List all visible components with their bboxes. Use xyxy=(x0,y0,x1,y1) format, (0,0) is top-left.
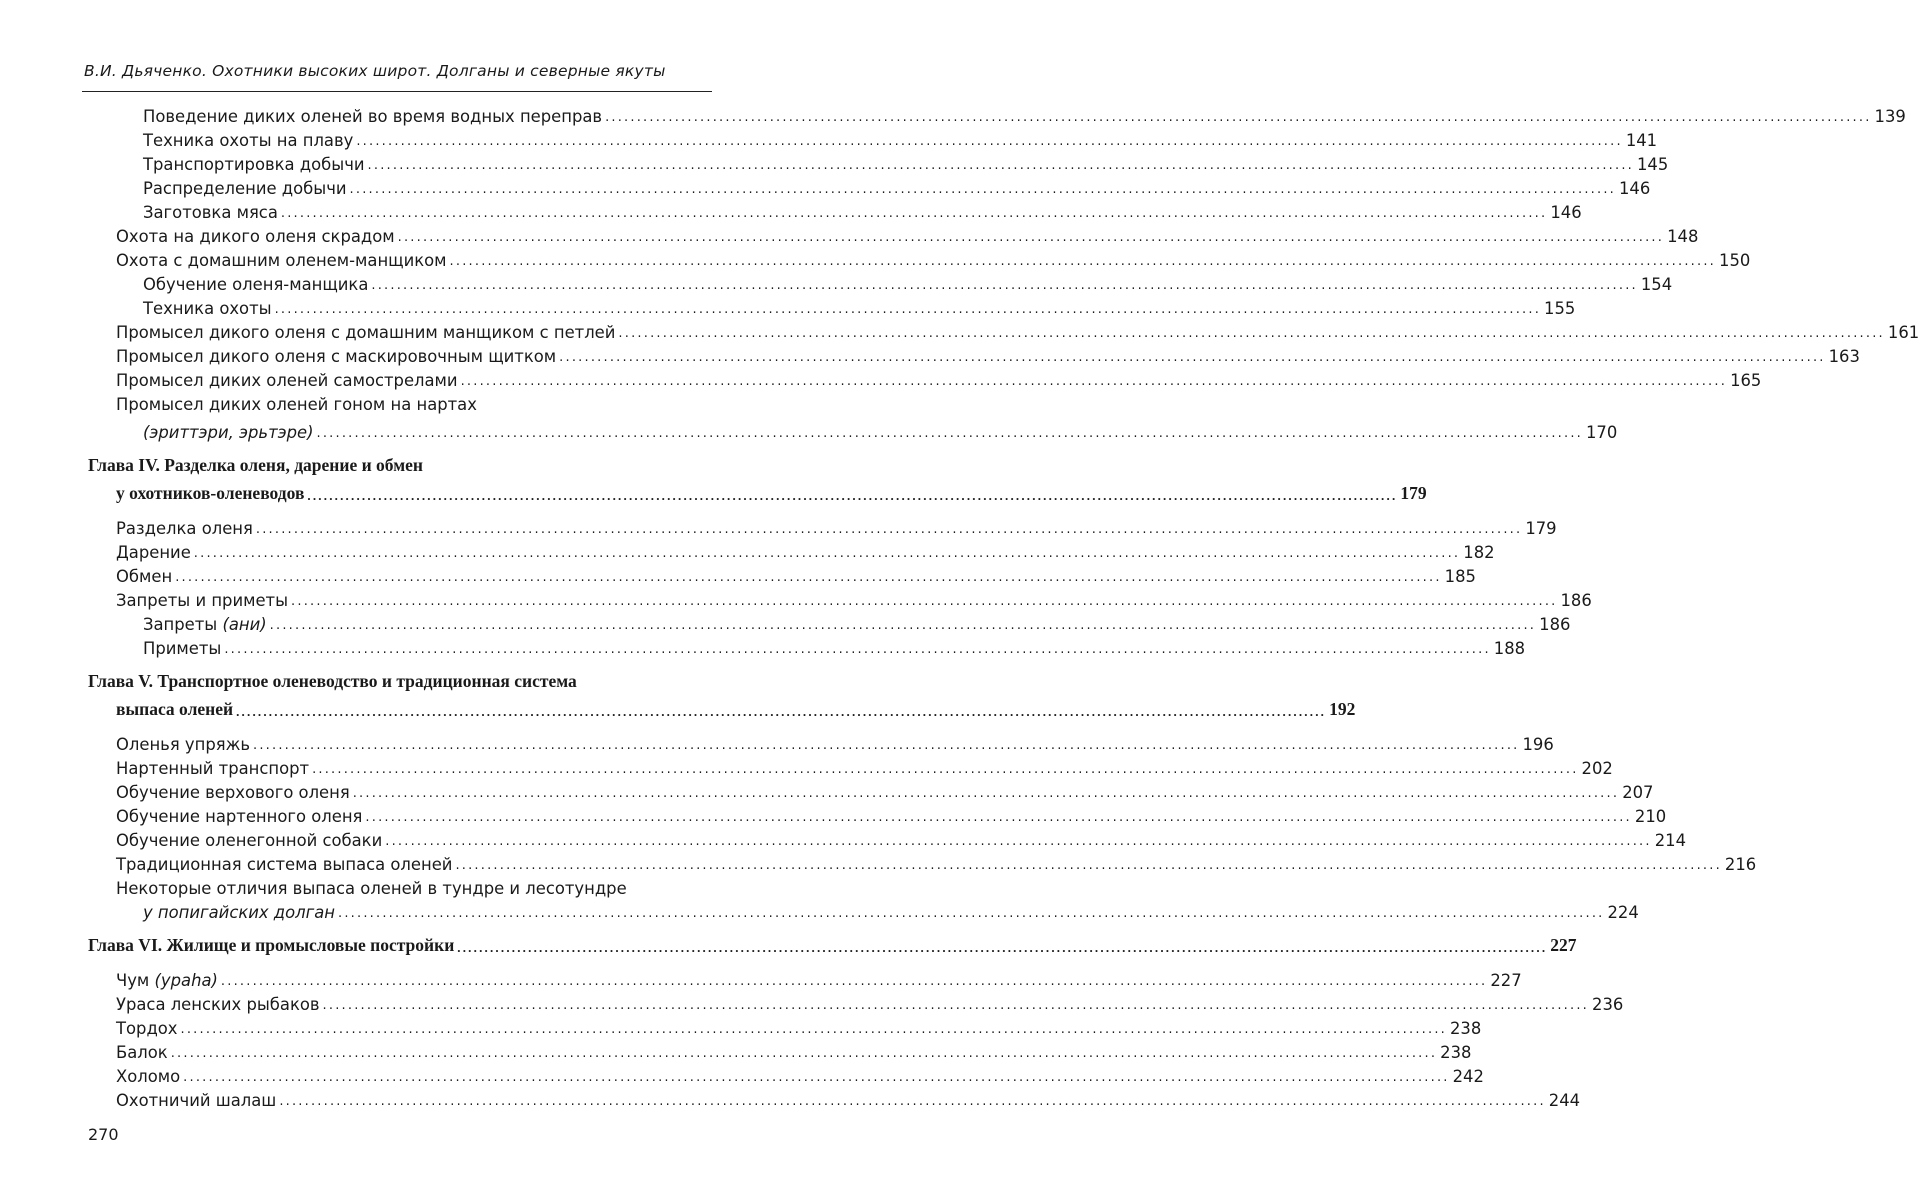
toc-entry xyxy=(88,272,1673,294)
entry-page-number: 170 xyxy=(1585,423,1618,442)
entry-page-number: 227 xyxy=(1550,935,1577,955)
entry-page-number: 185 xyxy=(1444,567,1476,586)
dot-leader: ........................................................................................................................................................................................................ xyxy=(180,1022,1447,1037)
dot-leader: ........................................................................................................................................................................................................ xyxy=(371,278,1638,293)
entry-continuation xyxy=(88,698,1356,720)
entry-page-number: 216 xyxy=(1724,855,1757,874)
toc-entry xyxy=(88,804,1667,826)
entry-page-number: 214 xyxy=(1654,831,1687,850)
dot-leader: ........................................................................................................................................................................................................ xyxy=(605,110,1872,125)
toc-entry xyxy=(88,392,710,414)
page-number: 270 xyxy=(88,1125,119,1144)
toc-entry xyxy=(88,1064,1484,1086)
entry-title: Глава IV. Разделка оленя, дарение и обмен xyxy=(88,455,423,475)
entry-title: Запреты и приметы xyxy=(116,591,289,610)
running-head: В.И. Дьяченко. Охотники высоких широт. Долганы и северные якуты xyxy=(84,62,666,80)
entry-page-number: 165 xyxy=(1730,371,1762,390)
header-rule xyxy=(82,91,712,92)
entry-page-number: 179 xyxy=(1400,483,1427,503)
toc-entry xyxy=(88,828,1687,850)
entry-title: Техника охоты на плаву xyxy=(143,131,354,150)
toc-entry xyxy=(88,368,1762,390)
entry-page-number: 196 xyxy=(1522,735,1554,754)
toc-entry xyxy=(88,540,1495,562)
entry-page-number: 163 xyxy=(1828,347,1860,366)
dot-leader: ........................................................................................................................................................................................................ xyxy=(457,940,1548,955)
toc-entry xyxy=(88,564,1476,586)
entry-title: Распределение добычи xyxy=(143,179,347,198)
entry-title: Охотничий шалаш xyxy=(116,1091,277,1110)
entry-title: Охота на дикого оленя скрадом xyxy=(116,227,395,246)
toc-entry xyxy=(88,876,710,898)
entry-title: Охота с домашним оленем-манщиком xyxy=(116,251,447,270)
entry-title: Некоторые отличия выпаса оленей в тундре и лесотундре xyxy=(116,879,627,898)
entry-title: Промысел дикого оленя с маскировочным щитком xyxy=(116,347,557,366)
toc-entry xyxy=(88,756,1613,778)
toc-entry xyxy=(88,588,1592,610)
entry-title: Транспортировка добычи xyxy=(143,155,365,174)
dot-leader: ........................................................................................................................................................................................................ xyxy=(322,998,1590,1013)
dot-leader: ........................................................................................................................................................................................................ xyxy=(193,546,1461,561)
dot-leader: ........................................................................................................................................................................................................ xyxy=(455,858,1722,873)
entry-title: Глава V. Транспортное оленеводство и традиционная система xyxy=(88,671,577,691)
entry-continuation xyxy=(88,420,1618,442)
dot-leader: ........................................................................................................................................................................................................ xyxy=(559,350,1826,365)
dot-leader: ........................................................................................................................................................................................................ xyxy=(307,488,1398,503)
entry-title: Холомо xyxy=(116,1067,181,1086)
entry-title-italic: (ураһа) xyxy=(154,971,218,990)
dot-leader: ........................................................................................................................................................................................................ xyxy=(236,704,1327,719)
entry-page-number: 146 xyxy=(1619,179,1651,198)
dot-leader: ........................................................................................................................................................................................................ xyxy=(349,182,1616,197)
entry-page-number: 210 xyxy=(1634,807,1667,826)
entry-title: Ураса ленских рыбаков xyxy=(116,995,320,1014)
toc-entry xyxy=(88,1040,1472,1062)
entry-page-number: 179 xyxy=(1525,519,1557,538)
entry-title: Тордох xyxy=(116,1019,178,1038)
entry-title: Обмен xyxy=(116,567,173,586)
entry-page-number: 224 xyxy=(1607,903,1639,922)
entry-title: Обучение нартенного оленя xyxy=(116,807,363,826)
dot-leader: ........................................................................................................................................................................................................ xyxy=(356,134,1623,149)
toc-entry xyxy=(88,968,1522,990)
entry-page-number: 188 xyxy=(1493,639,1526,658)
dot-leader: ........................................................................................................................................................................................................ xyxy=(316,426,1583,441)
entry-title: Балок xyxy=(116,1043,168,1062)
dot-leader: ........................................................................................................................................................................................................ xyxy=(338,906,1605,921)
entry-page-number: 141 xyxy=(1625,131,1658,150)
dot-leader: ........................................................................................................................................................................................................ xyxy=(280,206,1548,221)
dot-leader: ........................................................................................................................................................................................................ xyxy=(183,1070,1450,1085)
entry-title: Техника охоты xyxy=(143,299,272,318)
entry-title-continued: у охотников-оленеводов xyxy=(116,483,305,503)
entry-page-number: 161 xyxy=(1887,323,1919,342)
toc-entry xyxy=(88,200,1582,222)
entry-page-number: 227 xyxy=(1490,971,1522,990)
entry-page-number: 155 xyxy=(1544,299,1576,318)
dot-leader: ........................................................................................................................................................................................................ xyxy=(274,302,1542,317)
dot-leader: ........................................................................................................................................................................................................ xyxy=(385,834,1652,849)
entry-page-number: 154 xyxy=(1640,275,1673,294)
entry-title: Поведение диких оленей во время водных переправ xyxy=(143,107,603,126)
entry-page-number: 145 xyxy=(1637,155,1669,174)
toc-entry xyxy=(88,1088,1581,1110)
entry-title: Глава VI. Жилище и промысловые постройки xyxy=(88,935,455,955)
entry-title: Разделка оленя xyxy=(116,519,253,538)
entry-page-number: 146 xyxy=(1550,203,1582,222)
toc-entry xyxy=(88,320,1919,342)
dot-leader: ........................................................................................................................................................................................................ xyxy=(460,374,1728,389)
toc-entry xyxy=(88,612,1571,634)
entry-page-number: 236 xyxy=(1592,995,1624,1014)
dot-leader: ........................................................................................................................................................................................................ xyxy=(269,618,1537,633)
dot-leader: ........................................................................................................................................................................................................ xyxy=(170,1046,1438,1061)
entry-title-continued: выпаса оленей xyxy=(116,699,234,719)
dot-leader: ........................................................................................................................................................................................................ xyxy=(253,738,1520,753)
entry-title: Промысел диких оленей самострелами xyxy=(116,371,458,390)
entry-page-number: 202 xyxy=(1581,759,1613,778)
entry-title: Обучение оленя-манщика xyxy=(143,275,369,294)
entry-title: Приметы xyxy=(143,639,222,658)
entry-title: Дарение xyxy=(116,543,191,562)
entry-title: Традиционная система выпаса оленей xyxy=(116,855,453,874)
toc-entry xyxy=(88,780,1654,802)
entry-title: Запреты (ани) xyxy=(143,615,267,634)
entry-title-continued: (эриттэри, эрьтэре) xyxy=(143,423,314,442)
entry-page-number: 182 xyxy=(1463,543,1495,562)
entry-page-number: 150 xyxy=(1719,251,1751,270)
entry-page-number: 186 xyxy=(1539,615,1571,634)
dot-leader: ........................................................................................................................................................................................................ xyxy=(352,786,1620,801)
entry-title: Промысел диких оленей гоном на нартах xyxy=(116,395,477,414)
dot-leader: ........................................................................................................................................................................................................ xyxy=(312,762,1579,777)
dot-leader: ........................................................................................................................................................................................................ xyxy=(224,642,1491,657)
entry-page-number: 244 xyxy=(1548,1091,1581,1110)
entry-page-number: 139 xyxy=(1874,107,1906,126)
toc-entry xyxy=(88,344,1860,366)
dot-leader: ........................................................................................................................................................................................................ xyxy=(397,230,1665,245)
entry-title: Нартенный транспорт xyxy=(116,759,310,778)
dot-leader: ........................................................................................................................................................................................................ xyxy=(291,594,1558,609)
toc-entry xyxy=(88,296,1576,318)
dot-leader: ........................................................................................................................................................................................................ xyxy=(175,570,1442,585)
entry-page-number: 148 xyxy=(1667,227,1699,246)
toc-entry xyxy=(88,128,1658,150)
chapter-heading xyxy=(88,934,1577,956)
toc-entry xyxy=(88,636,1526,658)
chapter-heading xyxy=(88,454,710,476)
entry-continuation xyxy=(88,482,1427,504)
entry-title-continued: у попигайских долган xyxy=(143,903,336,922)
entry-page-number: 238 xyxy=(1440,1043,1472,1062)
entry-page-number: 207 xyxy=(1622,783,1654,802)
toc-entry xyxy=(88,176,1651,198)
dot-leader: ........................................................................................................................................................................................................ xyxy=(367,158,1634,173)
toc-entry xyxy=(88,992,1624,1014)
toc-entry xyxy=(88,852,1757,874)
entry-title: Чум (ураһа) xyxy=(116,971,218,990)
entry-continuation xyxy=(88,900,1639,922)
dot-leader: ........................................................................................................................................................................................................ xyxy=(365,810,1632,825)
dot-leader: ........................................................................................................................................................................................................ xyxy=(279,1094,1546,1109)
entry-title: Обучение оленегонной собаки xyxy=(116,831,383,850)
toc-entry xyxy=(88,516,1557,538)
toc-entry xyxy=(88,152,1669,174)
entry-title-italic: (ани) xyxy=(222,615,267,634)
entry-page-number: 238 xyxy=(1449,1019,1482,1038)
dot-leader: ........................................................................................................................................................................................................ xyxy=(255,522,1523,537)
toc-entry xyxy=(88,1016,1482,1038)
entry-title: Заготовка мяса xyxy=(143,203,278,222)
entry-page-number: 242 xyxy=(1452,1067,1484,1086)
chapter-heading xyxy=(88,670,710,692)
toc-entry xyxy=(88,248,1751,270)
dot-leader: ........................................................................................................................................................................................................ xyxy=(618,326,1885,341)
dot-leader: ........................................................................................................................................................................................................ xyxy=(220,974,1488,989)
entry-title: Оленья упряжь xyxy=(116,735,251,754)
dot-leader: ........................................................................................................................................................................................................ xyxy=(449,254,1717,269)
entry-title: Промысел дикого оленя с домашним манщиком с петлей xyxy=(116,323,616,342)
entry-page-number: 192 xyxy=(1329,699,1356,719)
toc-entry xyxy=(88,224,1699,246)
entry-page-number: 186 xyxy=(1560,591,1592,610)
toc-entry xyxy=(88,732,1554,754)
entry-title: Обучение верхового оленя xyxy=(116,783,350,802)
toc-entry xyxy=(88,104,1906,126)
